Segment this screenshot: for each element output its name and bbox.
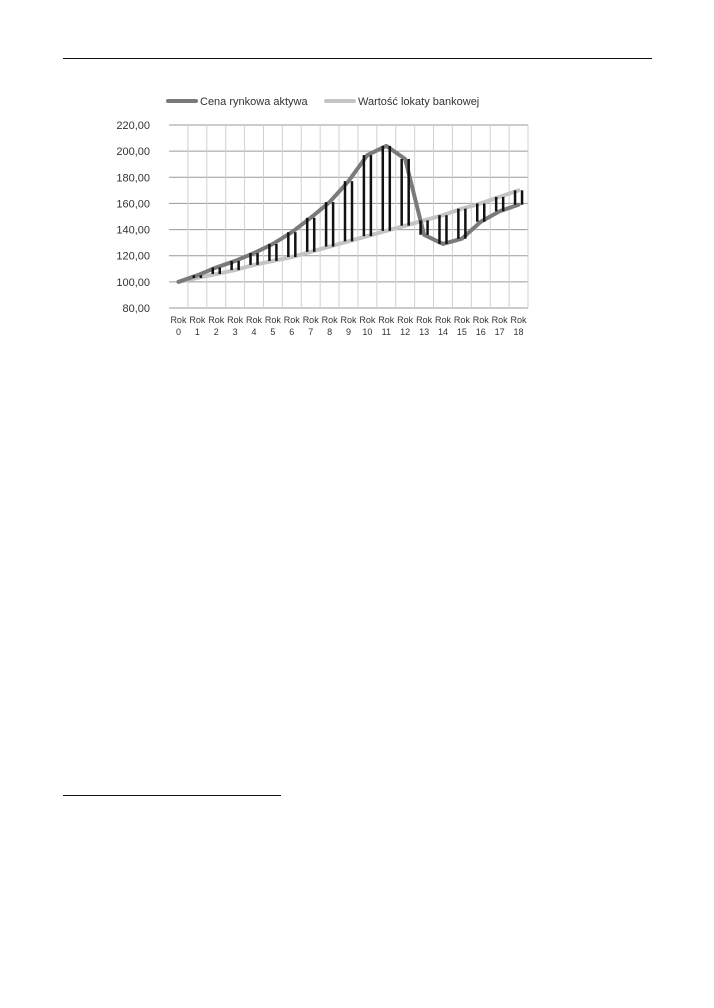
x-tick-number: 17 — [494, 327, 505, 337]
y-tick-label: 220,00 — [116, 120, 150, 132]
y-tick-label: 140,00 — [116, 224, 150, 237]
y-tick-label: 200,00 — [116, 146, 150, 159]
x-tick-number: 2 — [213, 327, 219, 337]
x-tick-number: 10 — [362, 327, 373, 337]
series-line — [178, 146, 518, 282]
x-tick-number: 8 — [327, 327, 333, 337]
x-tick-number: 4 — [251, 327, 257, 337]
x-tick-label: Rok — [321, 315, 338, 325]
x-tick-label: Rok — [283, 315, 300, 325]
x-tick-label: Rok — [416, 315, 433, 325]
chart-gridlines — [169, 125, 528, 308]
x-tick-label: Rok — [302, 315, 319, 325]
y-tick-label: 100,00 — [116, 276, 150, 289]
x-tick-label: Rok — [510, 315, 527, 325]
x-tick-label: Rok — [340, 315, 357, 325]
x-tick-number: 14 — [437, 327, 448, 337]
x-tick-number: 5 — [270, 327, 276, 337]
series-lines — [178, 146, 518, 282]
x-tick-label: Rok — [189, 315, 206, 325]
y-tick-label: 160,00 — [116, 198, 150, 211]
y-axis-ticks — [116, 120, 150, 315]
x-tick-number: 18 — [513, 327, 524, 337]
x-tick-label: Rok — [453, 315, 470, 325]
x-tick-label: Rok — [246, 315, 263, 325]
x-tick-number: 6 — [289, 327, 295, 337]
x-tick-label: Rok — [378, 315, 395, 325]
y-tick-label: 80,00 — [122, 303, 150, 315]
chart-legend — [168, 96, 479, 108]
x-tick-number: 15 — [456, 327, 467, 337]
x-tick-number: 7 — [308, 327, 314, 337]
x-tick-label: Rok — [170, 315, 187, 325]
x-tick-label: Rok — [397, 315, 414, 325]
x-tick-label: Rok — [227, 315, 244, 325]
x-tick-label: Rok — [472, 315, 489, 325]
x-tick-label: Rok — [264, 315, 281, 325]
y-tick-label: 180,00 — [116, 172, 150, 185]
legend-label: Cena rynkowa aktywa — [200, 96, 308, 108]
x-tick-label: Rok — [359, 315, 376, 325]
x-tick-number: 12 — [400, 327, 411, 337]
x-tick-number: 1 — [194, 327, 200, 337]
x-axis-ticks — [170, 315, 527, 337]
x-tick-number: 0 — [175, 327, 181, 337]
x-tick-number: 3 — [232, 327, 238, 337]
footnote-rule — [63, 795, 281, 796]
x-tick-label: Rok — [208, 315, 225, 325]
x-tick-label: Rok — [434, 315, 451, 325]
chart — [0, 0, 714, 360]
x-tick-number: 11 — [381, 327, 391, 337]
y-tick-label: 120,00 — [116, 250, 150, 263]
x-tick-label: Rok — [491, 315, 508, 325]
x-tick-number: 9 — [345, 327, 352, 337]
x-tick-number: 16 — [475, 327, 486, 337]
legend-label: Wartość lokaty bankowej — [358, 96, 480, 108]
x-tick-number: 13 — [419, 327, 430, 337]
